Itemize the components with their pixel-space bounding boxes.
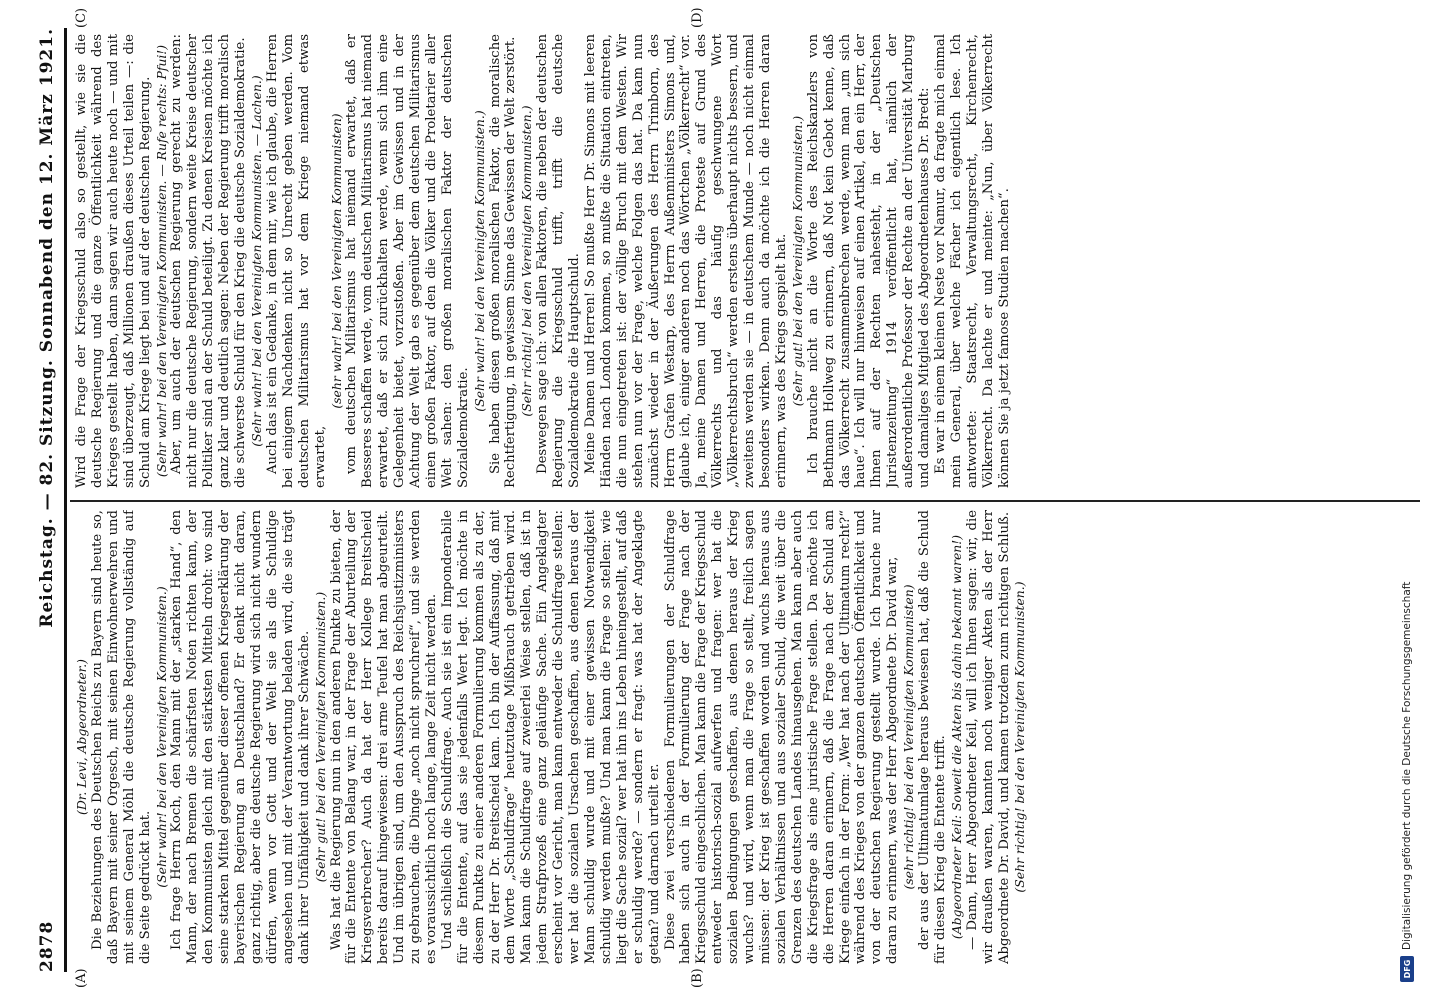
interjection: (Sehr gut! bei den Vereinigten Kommunisten.) bbox=[789, 115, 805, 407]
page-title: Reichstag. — 82. Sitzung. Sonnabend den 12. März 1921. bbox=[37, 28, 57, 628]
interjection: (Sehr richtig! bei den Vereinigten Kommunisten.) bbox=[1012, 581, 1028, 893]
interjection: (Abgeordneter Keil: Soweit die Akten bis dahin bekannt waren!) bbox=[948, 534, 964, 940]
header-rule bbox=[64, 28, 67, 972]
dfg-logo-icon: DFG bbox=[1400, 956, 1414, 982]
paragraph: — Dann, Herr Abgeordneter Keil, will ich Ihnen sagen: wir, die wir draußen waren, kannten noch weniger Akten als der Herr Abgeordnete Dr. David, und kamen trotzdem zum richtigen Schluß. bbox=[964, 510, 1012, 964]
margin-marker-c: (C) bbox=[74, 7, 89, 28]
paragraph: Meine Damen und Herren! So mußte Herr Dr. Simons mit leeren Händen nach London kommen, so mußte die Situation eintreten, die nun eingetreten ist: der völlige Bruch mit dem Westen. Wir stehen nun vor der Frage, welche Folgen das hat. Da kam nun zunächst wieder in der Äußerungen des Herrn Trimborn, des Herrn Grafen Westarp, des Herrn Außenministers Simons und, glaube ich, einiger anderen noch das Wörtchen „Völkerrecht“ vor. Ja, meine Damen und Herren, die Proteste auf Grund des Völkerrechts und das häufig geschwungene Wort „Völkerrechtsbruch“ werden erstens überhaupt nichts bessern, und zweitens werden sie — in deutschem Munde — noch nicht einmal besonders wirken. Denn auch da möchte ich die Herren daran erinnern, was des Kriegs gespielt hat. bbox=[583, 34, 789, 488]
margin-marker-b: (B) bbox=[690, 968, 705, 988]
paragraph: Die Beziehungen des Deutschen Reichs zu Bayern sind heute so, daß Bayern mit seiner Orgesch, mit seinen Einwohnerwehren und mit seinem General Möhl die deutsche Regierung vollständig auf die Seite gedrückt hat. bbox=[89, 510, 153, 964]
interjection: (Sehr wahr! bei den Vereinigten Kommunisten.) bbox=[471, 110, 487, 412]
page-number: 2878 bbox=[37, 920, 57, 972]
interjection: (sehr richtig! bei den Vereinigten Kommunisten) bbox=[901, 584, 917, 890]
paragraph: Ich frage Herrn Koch, den Mann mit der „starken Hand“, den Mann, der nach Bremen die schärfsten Noten richten kann, der den Kommunisten gleich mit den stärksten Mitteln droht: wo sind seine starken Mittel gegenüber dieser offenen Kriegserklärung der bayerischen Regierung an Deutschland? Er denkt nicht daran, ganz richtig, aber die deutsche Regierung wird sich nicht wundern dürfen, wenn vor Gott und der Welt sie als die Schuldige angesehen und mit der Verantwortung beladen wird, die sie trägt dank ihrer Unfähigkeit und dank ihrer Schwäche. bbox=[169, 510, 312, 964]
paragraph: Sie haben diesen großen moralischen Faktor, die moralische Rechtfertigung, in gewissem Sinne das Gewissen der Welt zerstört. bbox=[487, 34, 519, 488]
margin-marker-a: (A) bbox=[74, 968, 89, 988]
paragraph: der aus der Ultimatumlage heraus bewiesen hat, daß die Schuld für diesen Krieg die Entente trifft. bbox=[917, 510, 948, 964]
column-divider bbox=[70, 500, 1420, 502]
interjection: (Dr. Levi, Abgeordneter.) bbox=[74, 658, 89, 816]
right-text-column bbox=[74, 34, 1424, 488]
attribution-text: Digitalisierung gefördert durch die Deutsche Forschungsgemeinschaft bbox=[1401, 581, 1413, 950]
paragraph: Was hat die Regierung nun in den anderen Punkte zu bieten, der für die Entente von Belang war, in der Frage der Aburteilung der Kriegsverbrecher? Auch da hat der Herr Kollege Breitscheid bereits darauf hingewiesen: drei arme Teufel hat man abgeurteilt. Und im übrigen sind, um den Ausspruch des Reichsjustizministers zu gebrauchen, die Dinge „noch nicht spruchreif“, und sie werden es voraussichtlich noch lange, lange Zeit nicht werden. bbox=[328, 510, 439, 964]
footer bbox=[1400, 18, 1414, 982]
paragraph: Deswegen sage ich: von allen Faktoren, die neben der deutschen Regierung die Kriegsschuld trifft, trifft die deutsche Sozialdemokratie die Hauptschuld. bbox=[535, 34, 583, 488]
paragraph: Aber, um auch der deutschen Regierung gerecht zu werden: nicht nur die deutsche Regierung, sondern weite Kreise deutscher Politiker sind an der Schuld beteiligt. Zu denen Kreisen möchte ich ganz klar und deutlich sagen: Neben der Regierung trifft moralisch die schwerste Schuld für den Krieg die deutsche Sozialdemokratie. bbox=[169, 34, 249, 488]
interjection: (Sehr wahr! bei den Vereinigten Kommunisten.) bbox=[153, 586, 169, 888]
paragraph: Wird die Frage der Kriegsschuld also so gestellt, wie sie die deutsche Regierung und die ganze Öffentlichkeit während des Krieges gestellt haben, dann sagen wir auch heute noch — und mit sind überzeugt, daß Millionen draußen dieses Urteil teilen —: die Schuld am Kriege liegt bei und auf der deutschen Regierung. bbox=[74, 34, 153, 488]
interjection: (Sehr wahr! bei den Vereinigten Kommunisten. — Lachen.) bbox=[248, 75, 264, 447]
paragraph: Auch das ist ein Gedanke, in dem mir, wie ich glaube, die Herren bei einigem Nachdenken nicht so Unrecht geben werden. Vom deutschen Militarismus hat vor dem Kriege niemand etwas erwartet, bbox=[264, 34, 328, 488]
interjection: (Sehr wahr! bei den Vereinigten Kommunisten. — Rufe rechts: Pfui!) bbox=[153, 44, 169, 478]
paragraph: Es war in einem kleinen Neste vor Namur, da fragte mich einmal mein General, über welche Fächer ich eigentlich lese. Ich antwortete: Staatsrecht, Verwaltungsrecht, Kirchenrecht, Völkerrecht. Da lachte er und meinte: „Nun, über Völkerrecht können Sie ja jetzt famose Studien machen“. bbox=[932, 34, 1012, 488]
interjection: (Sehr gut! bei den Vereinigten Kommunisten.) bbox=[312, 591, 328, 883]
page-header bbox=[34, 28, 60, 972]
paragraph: Diese zwei verschiedenen Formulierungen der Schuldfrage haben sich auch in der Formulierung der Frage nach der Kriegsschuld eingeschlichen. Man kann die Frage der Kriegsschuld entweder historisch-sozial aufwerfen und fragen: wer hat die sozialen Bedingungen geschaffen, aus denen heraus der Krieg wuchs? und wird, wenn man die Frage so stellt, freilich sagen müssen: der Krieg ist geschaffen worden und wuchs heraus aus sozialen Verhältnissen und aus sozialer Schuld, die weit über die Grenzen des deutschen Landes hinausgehen. Man kann aber auch die Kriegsfrage als eine juristische Frage stellen. Da möchte ich die Herren daran erinnern, daß die Frage nach der Schuld am Kriege einfach in der Form: „Wer hat nach der Ultimatum recht?“ während des Krieges von der ganzen deutschen Öffentlichkeit und von der deutschen Regierung gestellt wurde. Ich brauche nur daran zu erinnern, was der Herr Abgeordnete Dr. David war, bbox=[662, 510, 901, 964]
paragraph: Ich brauche nicht an die Worte des Reichskanzlers von Bethmann Hollweg zu erinnern, daß Not kein Gebot kenne, daß das Völkerrecht zusammenbrechen werde, wenn man „um sich haue“. Ich will nur hinweisen auf einen Artikel, den ein Herr, der Ihnen auf der Rechten nahesteht, in der „Deutschen Juristenzeitung“ 1914 veröffentlicht hat, nämlich der außerordentliche Professor der Rechte an der Universität Marburg und damaliges Mitglied des Abgeordnetenhauses Dr. Bredt: bbox=[805, 34, 933, 488]
margin-marker-d: (D) bbox=[690, 7, 705, 28]
paragraph: vom deutschen Militarismus hat niemand erwartet, daß er Besseres schaffen werde, vom deutschen Militarismus hat niemand erwartet, daß er sich zurückhalten werde, wenn sich ihm eine Gelegenheit bietet, vorzustoßen. Aber im Gewissen und in der Achtung der Welt gab es gegenüber dem deutschen Militarismus einen großen Faktor, auf den die Völker und die Proletarier aller Welt sahen: den großen moralischen Faktor der deutschen Sozialdemokratie. bbox=[344, 34, 471, 488]
interjection: (sehr wahr! bei den Vereinigten Kommunisten) bbox=[328, 113, 344, 409]
left-text-column bbox=[74, 510, 1424, 964]
paragraph: Und schließlich die Schuldfrage. Auch sie ist ein Imponderabile für die Entente, auf das sie jedenfalls Wert legt. Ich möchte in diesem Punkte zu einer anderen Formulierung kommen als zu der, zu der Herr Dr. Breitscheid kam. Ich bin der Auffassung, daß mit dem Worte „Schuldfrage“ heutzutage Mißbrauch getrieben wird. Man kann die Schuldfrage auf zweierlei Weise stellen, daß ist in jedem Strafprozeß eine ganz geläufige Sache. Ein Angeklagter erscheint vor Gericht, man kann entweder die Schuldfrage stellen: wer hat die sozialen Ursachen geschaffen, aus denen heraus der Mann schuldig wurde und mit einer gewissen Notwendigkeit schuldig werden mußte? Und man kann die Frage so stellen: wie liegt die Sache sozial? wer hat ihn ins Leben hineingestellt, auf daß er schuldig werde? — sondern er fragt: was hat der Angeklagte getan? und darnach urteilt er. bbox=[439, 510, 662, 964]
interjection: (Sehr richtig! bei den Vereinigten Kommunisten.) bbox=[519, 105, 535, 417]
